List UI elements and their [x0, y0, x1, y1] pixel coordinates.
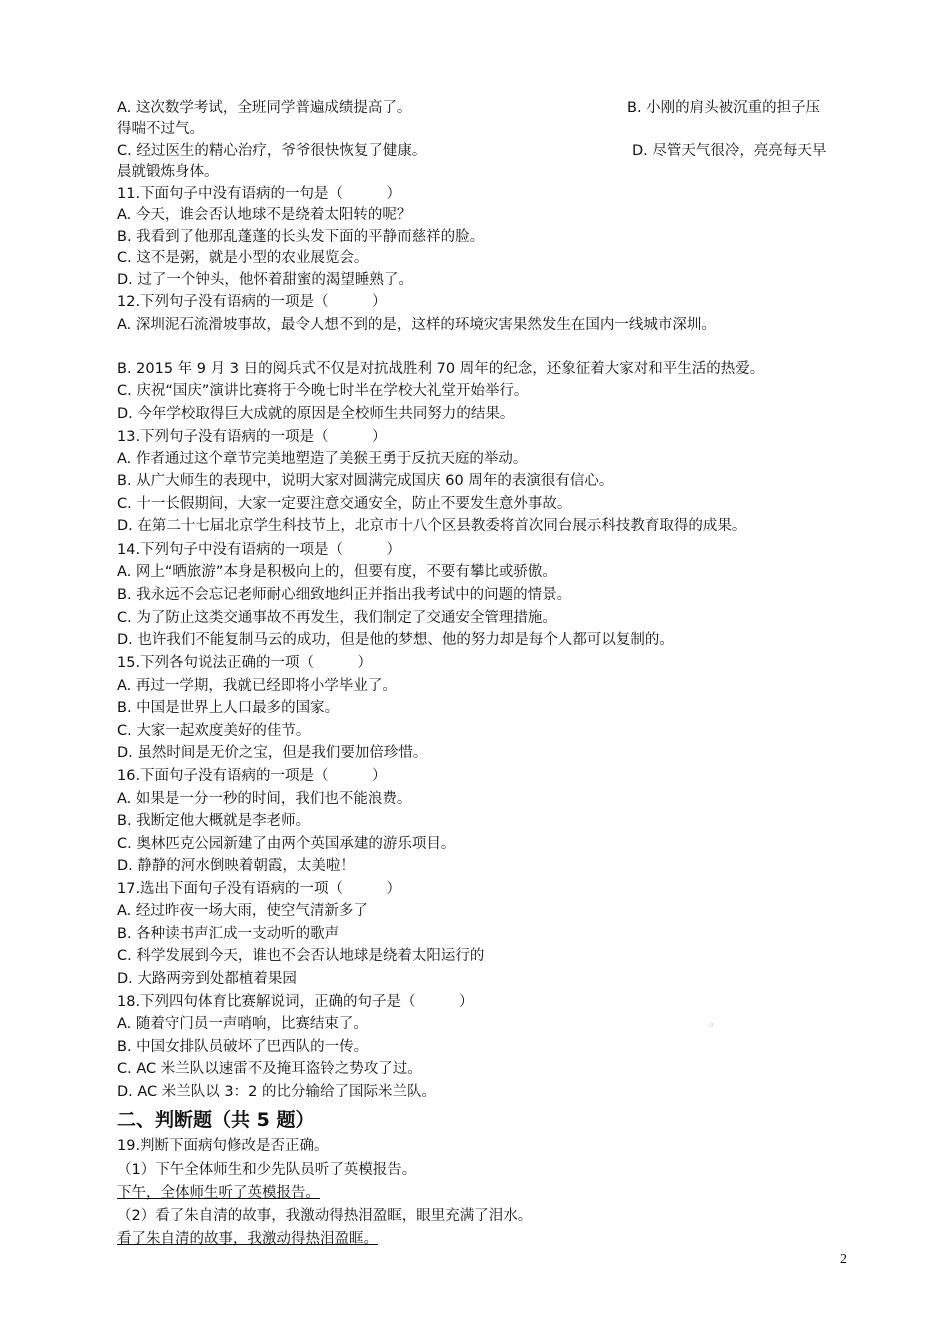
q16-option-d: D. 静静的河水倒映着朝霞，太美啦！ [117, 858, 355, 874]
question-14: 14.下列句子中没有语病的一项是（ ） [117, 542, 402, 558]
q16-option-b: B. 我断定他大概就是李老师。 [117, 813, 311, 829]
q11-option-b: B. 我看到了他那乱蓬蓬的长头发下面的平静而慈祥的脸。 [117, 229, 485, 245]
option-b-continuation: 得喘不过气。 [117, 121, 204, 137]
page-number: 2 [840, 1252, 847, 1267]
q14-option-d: D. 也许我们不能复制马云的成功，但是他的梦想、他的努力却是每个人都可以复制的。 [117, 632, 674, 648]
q14-option-a: A. 网上“晒旅游”本身是积极向上的，但要有度，不要有攀比或骄傲。 [117, 564, 557, 580]
q15-option-a: A. 再过一学期，我就已经即将小学毕业了。 [117, 678, 397, 694]
option-d-line: D. 尽管天气很冷，亮亮每天早 [632, 143, 827, 159]
question-18: 18.下列四句体育比赛解说词，正确的句子是（ ） [117, 994, 474, 1010]
q13-option-d: D. 在第二十七届北京学生科技节上，北京市十八个区县教委将首次同台展示科技教育取得的成果。 [117, 518, 747, 534]
question-19: 19.判断下面病句修改是否正确。 [117, 1138, 329, 1154]
question-16: 16.下面句子没有语病的一项是（ ） [117, 768, 387, 784]
q19-item-1: （1）下午全体师生和少先队员听了英模报告。 [117, 1162, 417, 1178]
q19-item-1-revision: 下午，全体师生听了英模报告。 [117, 1185, 320, 1201]
q18-option-d: D. AC 米兰队以 3：2 的比分输给了国际米兰队。 [117, 1084, 436, 1100]
option-c-line: C. 经过医生的精心治疗，爷爷很快恢复了健康。 [117, 143, 427, 159]
q11-option-a: A. 今天，谁会否认地球不是绕着太阳转的呢？ [117, 207, 412, 223]
question-12: 12.下列句子没有语病的一项是（ ） [117, 294, 387, 310]
q17-option-b: B. 各种读书声汇成一支动听的歌声 [117, 926, 340, 942]
q18-option-b: B. 中国女排队员破坏了巴西队的一传。 [117, 1039, 369, 1055]
q16-option-a: A. 如果是一分一秒的时间，我们也不能浪费。 [117, 791, 412, 807]
q11-option-c: C. 这不是粥，就是小型的农业展览会。 [117, 250, 369, 266]
q16-option-c: C. 奥林匹克公园新建了由两个英国承建的游乐项目。 [117, 836, 456, 852]
q14-option-c: C. 为了防止这类交通事故不再发生，我们制定了交通安全管理措施。 [117, 610, 557, 626]
q12-option-a: A. 深圳泥石流滑坡事故，最令人想不到的是，这样的环境灾害果然发生在国内一线城市深圳。 [117, 317, 716, 333]
question-11: 11.下面句子中没有语病的一句是（ ） [117, 186, 402, 202]
option-b-line: B. 小刚的肩头被沉重的担子压 [627, 100, 821, 116]
question-17: 17.选出下面句子没有语病的一项（ ） [117, 881, 402, 897]
q12-option-c: C. 庆祝“国庆”演讲比赛将于今晚七时半在学校大礼堂开始举行。 [117, 383, 529, 399]
q14-option-b: B. 我永远不会忘记老师耐心细致地纠正并指出我考试中的问题的情景。 [117, 587, 572, 603]
q15-option-d: D. 虽然时间是无价之宝，但是我们要加倍珍惜。 [117, 745, 428, 761]
q13-option-b: B. 从广大师生的表现中，说明大家对圆满完成国庆 60 周年的表演很有信心。 [117, 473, 614, 489]
question-13: 13.下列句子没有语病的一项是（ ） [117, 429, 387, 445]
option-a-line: A. 这次数学考试，全班同学普遍成绩提高了。 [117, 100, 412, 116]
q17-option-c: C. 科学发展到今天，谁也不会否认地球是绕着太阳运行的 [117, 948, 485, 964]
q17-option-d: D. 大路两旁到处都植着果园 [117, 971, 297, 987]
q13-option-a: A. 作者通过这个章节完美地塑造了美猴王勇于反抗天庭的举动。 [117, 451, 528, 467]
question-15: 15.下列各句说法正确的一项（ ） [117, 655, 373, 671]
q19-item-2: （2）看了朱自清的故事，我激动得热泪盈眶，眼里充满了泪水。 [117, 1208, 533, 1224]
q15-option-b: B. 中国是世界上人口最多的国家。 [117, 700, 340, 716]
q18-option-a: A. 随着守门员一声哨响，比赛结束了。 [117, 1016, 368, 1032]
option-d-continuation: 晨就锻炼身体。 [117, 164, 219, 180]
watermark-mark: ▯ [710, 1022, 713, 1028]
section-heading: 二、判断题（共 5 题） [117, 1109, 315, 1131]
q12-option-b: B. 2015 年 9 月 3 日的阅兵式不仅是对抗战胜利 70 周年的纪念，还象征着大家对和平生活的热爱。 [117, 361, 765, 377]
q15-option-c: C. 大家一起欢度美好的佳节。 [117, 723, 311, 739]
q12-option-d: D. 今年学校取得巨大成就的原因是全校师生共同努力的结果。 [117, 406, 515, 422]
q17-option-a: A. 经过昨夜一场大雨，使空气清新多了 [117, 903, 368, 919]
q18-option-c: C. AC 米兰队以速雷不及掩耳盗铃之势攻了过。 [117, 1061, 422, 1077]
q11-option-d: D. 过了一个钟头，他怀着甜蜜的渴望睡熟了。 [117, 272, 413, 288]
q13-option-c: C. 十一长假期间，大家一定要注意交通安全，防止不要发生意外事故。 [117, 496, 572, 512]
q19-item-2-revision: 看了朱自清的故事，我激动得热泪盈眶。 [117, 1231, 378, 1247]
